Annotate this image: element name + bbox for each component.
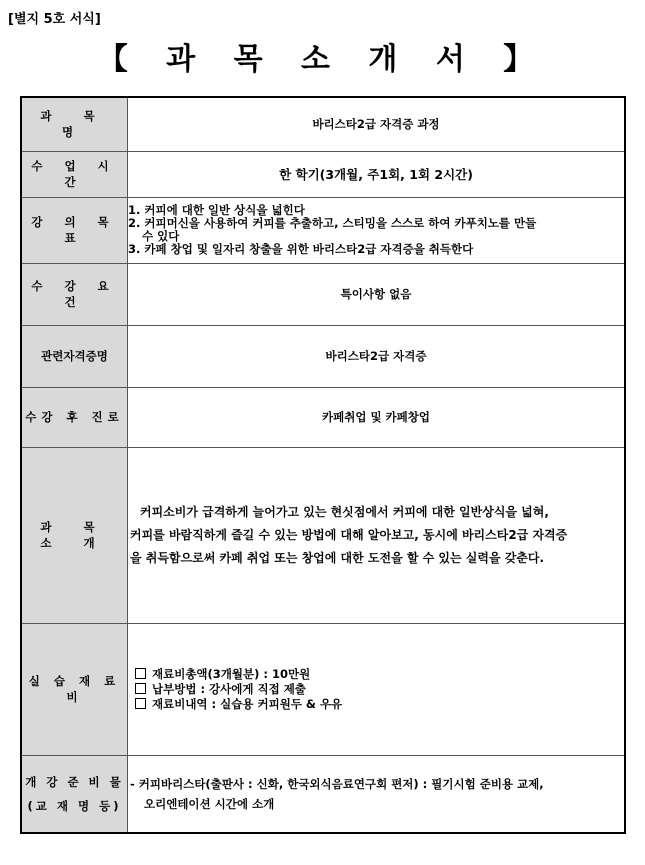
intro-paragraph [128,501,624,570]
value-class-time: 한 학기(3개월, 주1회, 1회 2시간) [128,151,626,197]
course-info-table [20,96,626,834]
materials-item: 재료비총액(3개월분) : 10만원 [135,667,624,682]
goal-line: 1. 커피에 대한 일반 상식을 넓힌다 [128,203,305,217]
value-course-name: 바리스타2급 자격증 과정 [128,97,626,151]
materials-item: 재료비내역 : 실습용 커피원두 & 우유 [135,697,624,712]
row-intro [21,447,625,623]
row-materials [21,623,625,755]
label-intro: 과 목 소 개 [21,447,128,623]
label-course-name: 과 목 명 [21,97,128,151]
form-number-label: [별지 5호 서식] [8,12,101,27]
checkbox-icon [135,668,146,679]
label-textbook-line1: 개 강 준 비 물 [25,774,124,789]
goal-line: 2. 커피머신을 사용하여 커피를 추출하고, 스티밍을 스스로 하여 카푸치노를 만들 [128,216,537,230]
value-intro [128,447,626,623]
goal-line: 수 있다 [142,229,180,243]
label-class-time: 수 업 시 간 [21,151,128,197]
value-certificate: 바리스타2급 자격증 [128,325,626,387]
row-textbook [21,755,625,833]
textbook-text [128,774,624,814]
row-career [21,387,625,447]
label-career: 수강 후 진로 [21,387,128,447]
row-goals [21,197,625,263]
label-requirements: 수 강 요 건 [21,263,128,325]
checkbox-icon [135,683,146,694]
label-materials: 실 습 재 료 비 [21,623,128,755]
checkbox-icon [135,698,146,709]
label-textbook [21,755,128,833]
materials-item: 납부방법 : 강사에게 직접 제출 [135,682,624,697]
value-career: 카페취업 및 카페창업 [128,387,626,447]
value-materials [128,623,626,755]
row-class-time [21,151,625,197]
value-goals [128,197,626,263]
row-course-name [21,97,625,151]
label-goals: 강 의 목 표 [21,197,128,263]
row-requirements [21,263,625,325]
intro-line: 커피소비가 급격하게 늘어가고 있는 현싯점에서 커피에 대한 일반상식을 넓혀, [140,504,549,519]
intro-line: 을 취득함으로써 카페 취업 또는 창업에 대한 도전을 할 수 있는 실력을 갖춘다. [130,550,545,565]
materials-list [128,667,624,712]
document-title: 【 과 목 소 개 서 】 [97,42,548,77]
label-certificate: 관련자격증명 [21,325,128,387]
textbook-line: - 커피바리스타(출판사 : 신화, 한국외식음료연구회 편저) : 필기시험 준비용 교제, [130,776,544,791]
value-textbook [128,755,626,833]
row-certificate [21,325,625,387]
value-requirements: 특이사항 없음 [128,263,626,325]
goal-line: 3. 카페 창업 및 일자리 창출을 위한 바리스타2급 자격증을 취득한다 [128,242,474,256]
intro-line: 커피를 바람직하게 즐길 수 있는 방법에 대해 알아보고, 동시에 바리스타2급 자격증 [130,527,568,542]
label-textbook-line2: (교 재 명 등) [27,798,122,813]
textbook-line: 오리엔테이션 시간에 소개 [144,796,275,811]
